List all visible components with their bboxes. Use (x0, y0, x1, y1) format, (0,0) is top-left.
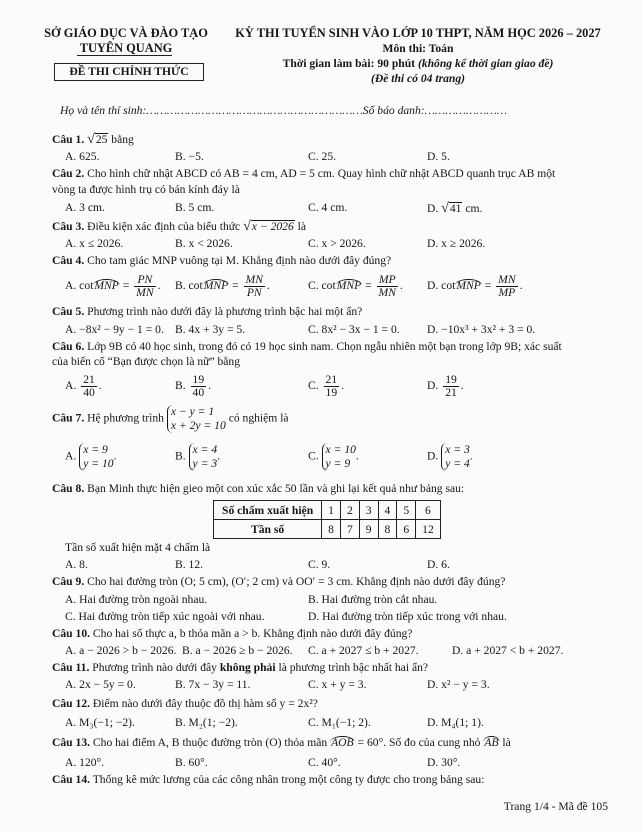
option-b: B. −5. (175, 150, 204, 163)
option-letter: D. (427, 449, 439, 463)
options-q1 (60, 150, 622, 166)
denominator: 40 (83, 386, 95, 399)
sqrt-icon: √ (441, 201, 449, 216)
option-c: C. M₁(−1; 2). (308, 716, 371, 729)
subject-line: Môn thi: Toán (382, 42, 454, 55)
denominator: MN (378, 286, 396, 299)
question-text: Cho hai số thực a, b thỏa mãn a > b. Khẳng định nào dưới đây đúng? (90, 627, 413, 640)
time-note: (không kể thời gian giao đề) (417, 57, 554, 70)
question-1 (52, 132, 134, 148)
option-d: D. 30°. (427, 756, 461, 769)
question-2 (52, 167, 555, 180)
option-d: D. x² − y = 3. (427, 678, 490, 691)
sqrt-icon: √ (87, 132, 95, 147)
option-d: D. a + 2027 < b + 2027. (452, 644, 564, 657)
question-label: Câu 3. (52, 220, 85, 233)
option-d: D. $\frac{19}{21}$ . (427, 373, 464, 399)
option-c: C. x > 2026. (308, 237, 366, 250)
question-text: Cho hai đường tròn (O; 5 cm), (O′; 2 cm) và OO′ = 3 cm. Khẳng định nào dưới đây đúng? (84, 575, 506, 588)
option-b: B. M₂(1; −2). (175, 716, 238, 729)
table-cell: 7 (340, 520, 359, 539)
question-label: Câu 10. (52, 627, 91, 640)
equation-system (167, 405, 226, 433)
option-a: A. a − 2026 > b − 2026. (65, 644, 177, 657)
fraction (443, 374, 459, 399)
numerator: 19 (192, 373, 205, 386)
question-text: Thống kê mức lương của các công nhân trong một công ty được cho trong bảng sau: (90, 773, 485, 786)
question-11 (52, 661, 428, 674)
option-d: D. M₄(1; 1). (427, 716, 484, 729)
header-underline (77, 55, 172, 56)
question-label: Câu 9. (52, 575, 85, 588)
question-2-line2: vòng ta được hình trụ có bán kính đáy là (52, 183, 240, 196)
question-label: Câu 1. (52, 133, 85, 146)
numerator: MN (498, 273, 516, 286)
province-name: TUYÊN QUANG (79, 41, 173, 55)
option-letter: B. (175, 449, 186, 463)
sqrt-icon: √ (243, 219, 251, 234)
candidate-line (60, 104, 507, 117)
option-letter: D. (427, 379, 439, 393)
option-letter: B. (175, 379, 186, 393)
option-d: D. x = 3 y = 4 . (427, 443, 473, 470)
question-label: Câu 5. (52, 305, 85, 318)
option-b: B. 7x − 3y = 11. (175, 678, 251, 691)
question-label: Câu 14. (52, 773, 91, 786)
option-b: B. a − 2026 ≥ b − 2026. (182, 644, 293, 657)
option-a: A. cotMNP = $\frac{PN}{MN}$ . (65, 273, 161, 299)
option-letter: C. (308, 449, 319, 463)
option-a: A. −8x² − 9y − 1 = 0. (65, 323, 164, 336)
id-dots: …………………… (424, 104, 508, 117)
option-d: D. cotMNP = $\frac{MN}{MP}$ . (427, 273, 523, 299)
table-row (214, 501, 441, 520)
option-c: C. a + 2027 ≤ b + 2027. (308, 644, 419, 657)
option-letter: A. (65, 449, 77, 463)
fraction (496, 274, 517, 299)
equation-system (322, 443, 356, 471)
question-text: Cho hình chữ nhật ABCD có AB = 4 cm, AD = 5 cm. Quay hình chữ nhật ABCD quanh trục AB một (84, 167, 556, 180)
option-a: A. x ≤ 2026. (65, 237, 124, 250)
options-q12 (60, 716, 622, 732)
equation-1: x = 4 (192, 443, 218, 456)
option-c: C. x = 10 y = 9 . (308, 443, 359, 470)
option-letter: C. (308, 379, 319, 393)
fraction (191, 374, 207, 399)
table-cell: 12 (416, 520, 441, 539)
options-q10 (60, 644, 622, 660)
option-a: A. M₃(−1; −2). (65, 716, 135, 729)
question-4 (52, 254, 391, 267)
official-exam-box: ĐỀ THI CHÍNH THỨC (54, 63, 204, 81)
option-b: B. 60°. (175, 756, 208, 769)
question-text: Điều kiện xác định của biểu thức (84, 220, 244, 233)
arc-mark: AB (484, 736, 499, 749)
question-emphasis: không phải (219, 661, 276, 674)
equation-2: x + 2y = 10 (170, 419, 226, 432)
equation-system (441, 443, 470, 471)
option-d: D. 5. (427, 150, 450, 163)
question-text: Phương trình nào dưới đây là phương trình bậc hai một ẩn? (84, 305, 363, 318)
option-letter: A. (65, 379, 77, 393)
option-c: C. Hai đường tròn tiếp xúc ngoài với nhau. (65, 610, 265, 623)
option-d-prefix: D. (427, 202, 442, 215)
question-label: Câu 6. (52, 340, 85, 353)
table-cell: 2 (340, 501, 359, 520)
option-c: C. 40°. (308, 756, 341, 769)
question-text-end: là (499, 736, 511, 749)
denominator: MN (136, 286, 154, 299)
options-q9-row1 (60, 593, 622, 609)
name-dots: ……………………………………………………… (146, 104, 363, 117)
question-12 (52, 697, 318, 710)
question-text: Bạn Minh thực hiện gieo một con xúc xắc 50 lần và ghi lại kết quả như bảng sau: (84, 482, 465, 495)
equation-1: x = 9 (83, 443, 108, 456)
angle-mark: MNP (456, 279, 481, 293)
question-label: Câu 11. (52, 661, 90, 674)
page-footer: Trang 1/4 - Mã đề 105 (503, 800, 608, 813)
equation-2: y = 10 (83, 457, 114, 470)
option-d-suffix: cm. (462, 202, 483, 215)
option-b: B. x < 2026. (175, 237, 233, 250)
table-cell: 4 (378, 501, 397, 520)
option-c: C. x + y = 3. (308, 678, 367, 691)
option-d: D. x ≥ 2026. (427, 237, 486, 250)
table-row (214, 520, 441, 539)
option-b: B. $\frac{19}{40}$ . (175, 373, 212, 399)
question-label: Câu 2. (52, 167, 85, 180)
time-prefix: Thời gian làm bài: 90 phút (282, 57, 416, 70)
option-d (427, 201, 482, 217)
options-q2 (60, 201, 622, 217)
equation-system (79, 443, 113, 471)
equation-system (189, 443, 218, 471)
numerator: MN (245, 273, 263, 286)
question-label: Câu 8. (52, 482, 85, 495)
option-prefix: C. cot (308, 279, 336, 293)
question-3 (52, 219, 306, 235)
option-a: A. Hai đường tròn ngoài nhau. (65, 593, 208, 606)
question-label: Câu 12. (52, 697, 91, 710)
equation-2: y = 3 (192, 457, 218, 470)
question-label: Câu 7. (52, 411, 85, 425)
angle-mark: MNP (94, 279, 119, 293)
table-cell: 9 (359, 520, 378, 539)
question-8-ask: Tần số xuất hiện mặt 4 chấm là (65, 541, 211, 554)
question-label: Câu 4. (52, 254, 85, 267)
table-cell: 6 (416, 501, 441, 520)
options-q3 (60, 237, 622, 253)
denominator: 19 (325, 386, 338, 399)
radicand: 41 (449, 202, 462, 215)
question-text: Cho hai điểm A, B thuộc đường tròn (O) thỏa mãn (90, 736, 331, 749)
option-a: A. x = 9 y = 10 . (65, 443, 117, 470)
numerator: PN (134, 274, 155, 287)
question-text: Điểm nào dưới đây thuộc đồ thị hàm số y = 2x²? (90, 697, 318, 710)
option-prefix: A. cot (65, 279, 94, 293)
denominator: PN (246, 286, 262, 299)
question-6 (52, 340, 562, 353)
id-label: Số báo danh: (362, 104, 425, 117)
option-c: C. cotMNP = $\frac{MP}{MN}$ . (308, 273, 403, 299)
equation-2: y = 9 (325, 457, 351, 470)
option-b: B. 5 cm. (175, 201, 215, 214)
options-q8 (60, 558, 622, 574)
fraction (81, 374, 97, 399)
equation-1: x − y = 1 (170, 405, 215, 418)
table-row-header: Số chấm xuất hiện (214, 501, 322, 520)
question-text-end: là (294, 220, 307, 233)
options-q4 (60, 274, 622, 304)
question-13 (52, 736, 511, 749)
options-q6 (60, 374, 622, 404)
table-cell: 8 (378, 520, 397, 539)
question-text: Lớp 9B có 40 học sinh, trong đó có 19 học sinh nam. Chọn ngẫu nhiên một bạn trong lớp 9B; xác suất (84, 340, 562, 353)
options-q11 (60, 678, 622, 694)
option-a: A. 625. (65, 150, 100, 163)
option-a: A. 120°. (65, 756, 105, 769)
option-c: C. 9. (308, 558, 331, 571)
option-d: D. Hai đường tròn tiếp xúc trong với nhau. (308, 610, 507, 623)
radicand: 25 (95, 133, 108, 146)
radicand: x − 2026 (251, 220, 294, 233)
option-prefix: D. cot (427, 279, 456, 293)
option-prefix: B. cot (175, 279, 203, 293)
equation-1: x = 10 (325, 443, 356, 456)
angle-mark: MNP (336, 279, 362, 293)
table-cell: 1 (322, 501, 341, 520)
option-b: B. 12. (175, 558, 204, 571)
fraction (377, 274, 398, 299)
numerator: 19 (445, 373, 457, 386)
angle-mark: AOB (331, 736, 354, 749)
fraction (134, 274, 155, 299)
question-9 (52, 575, 505, 588)
option-a: A. 3 cm. (65, 201, 105, 214)
option-d: D. 6. (427, 558, 450, 571)
department-name: SỞ GIÁO DỤC VÀ ĐÀO TẠO (44, 26, 208, 40)
table-cell: 3 (359, 501, 378, 520)
question-label: Câu 13. (52, 736, 91, 749)
options-q9-row2 (60, 610, 622, 626)
option-d: D. −10x³ + 3x² + 3 = 0. (427, 323, 536, 336)
fraction (324, 374, 340, 399)
option-b: B. cotMNP = $\frac{MN}{PN}$ . (175, 273, 270, 299)
table-row-header: Tần số (214, 520, 322, 539)
question-5 (52, 305, 362, 318)
denominator: 21 (445, 386, 457, 399)
exam-title: KỲ THI TUYỂN SINH VÀO LỚP 10 THPT, NĂM HỌC 2026 – 2027 (235, 26, 601, 40)
equation-2: y = 4 (445, 457, 470, 470)
question-text: Phương trình nào dưới đây (89, 661, 220, 674)
options-q7 (60, 443, 622, 477)
table-cell: 8 (322, 520, 341, 539)
numerator: MP (377, 274, 398, 287)
frequency-table (213, 500, 441, 539)
option-c: C. $\frac{21}{19}$ . (308, 373, 345, 399)
question-text-end: có nghiệm là (228, 411, 289, 425)
table-cell: 5 (397, 501, 416, 520)
question-text-mid: = 60°. Số đo của cung nhỏ (354, 736, 484, 749)
option-b: B. Hai đường tròn cắt nhau. (308, 593, 438, 606)
angle-mark: MNP (203, 279, 229, 293)
option-c: C. 4 cm. (308, 201, 348, 214)
question-text: Hệ phương trình (84, 411, 167, 425)
time-line (218, 57, 618, 70)
numerator: 21 (325, 373, 338, 386)
equation-1: x = 3 (445, 443, 470, 456)
option-a: A. 2x − 5y = 0. (65, 678, 136, 691)
question-14 (52, 773, 484, 786)
pages-note: (Đề thi có 04 trang) (370, 72, 466, 85)
question-6-line2: của biến cố “Bạn được chọn là nữ” bằng (52, 355, 241, 368)
options-q13 (60, 756, 622, 772)
denominator: MP (498, 286, 516, 299)
option-b: B. 4x + 3y = 5. (175, 323, 246, 336)
table-cell: 6 (397, 520, 416, 539)
question-8 (52, 482, 464, 495)
question-text-end: là phương trình bậc nhất hai ẩn? (275, 661, 429, 674)
option-c: C. 8x² − 3x − 1 = 0. (308, 323, 400, 336)
numerator: 21 (83, 373, 95, 386)
denominator: 40 (192, 386, 205, 399)
option-b: B. x = 4 y = 3 . (175, 443, 221, 470)
option-a: A. $\frac{21}{40}$ . (65, 373, 102, 399)
options-q5 (60, 323, 622, 339)
option-a: A. 8. (65, 558, 88, 571)
question-10 (52, 627, 412, 640)
question-7 (52, 405, 289, 433)
fraction (244, 274, 265, 299)
name-label: Họ và tên thí sinh: (60, 104, 147, 117)
question-text: Cho tam giác MNP vuông tại M. Khẳng định nào dưới đây đúng? (84, 254, 392, 267)
question-text: bằng (108, 133, 134, 146)
option-c: C. 25. (308, 150, 337, 163)
